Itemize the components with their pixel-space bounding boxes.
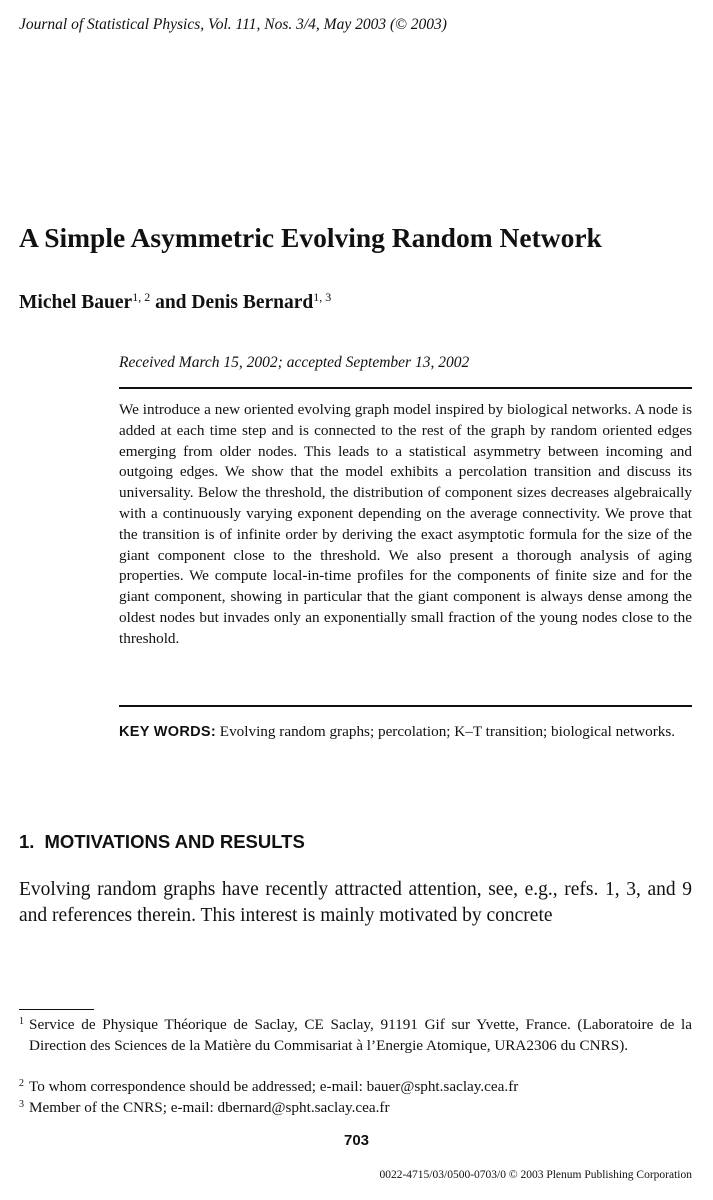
section-title: MOTIVATIONS AND RESULTS: [44, 831, 305, 852]
abstract-top-rule: [119, 387, 692, 389]
copyright-footer: 0022-4715/03/0500-0703/0 © 2003 Plenum Publishing Corporation: [379, 1169, 692, 1181]
author-line: [19, 292, 331, 314]
keywords: [119, 721, 692, 743]
footnote-2: [19, 1077, 692, 1098]
keywords-text: Evolving random graphs; percolation; K–T transition; biological networks.: [219, 723, 676, 740]
affiliation-marks: 1, 3: [313, 290, 332, 304]
footnote-mark: 2: [19, 1078, 24, 1089]
footnote-text: To whom correspondence should be addressed; e-mail: bauer@spht.saclay.cea.fr: [29, 1078, 519, 1095]
author-name: Denis Bernard: [191, 292, 314, 313]
body-paragraph: Evolving random graphs have recently attracted attention, see, e.g., refs. 1, 3, and 9 and references therein. This interest is mainly motivated by concrete: [19, 879, 692, 926]
abstract-bottom-rule: [119, 705, 692, 707]
page-number: 703: [343, 1132, 370, 1149]
abstract: We introduce a new oriented evolving graph model inspired by biological networks. A node is added at each time step and is connected to the rest of the graph by random oriented edges emerging from older nodes. This leads to a statistical asymmetry between incoming and outgoing edges. We show that the model exhibits a percolation transition and discuss its universality. Below the threshold, the distribution of component sizes decreases algebraically with a continuously varying exponent depending on the average connectivity. We prove that the transition is of infinite order by deriving the exact asymptotic formula for the size of the giant component close to the threshold. We also present a thorough analysis of aging properties. We compute local-in-time profiles for the components of finite size and for the giant component, showing in particular that the giant component is always dense among the oldest nodes but invades only an exponentially small fraction of the young nodes close to the threshold.: [119, 401, 692, 647]
footnote-1: [19, 1015, 692, 1057]
affiliation-marks: 1, 2: [132, 290, 151, 304]
section-number: 1.: [19, 831, 35, 852]
journal-header: Journal of Statistical Physics, Vol. 111, Nos. 3/4, May 2003 (© 2003): [19, 16, 447, 33]
received-dates: Received March 15, 2002; accepted September 13, 2002: [119, 354, 470, 371]
footnote-mark: 3: [19, 1099, 24, 1110]
author-name: Michel Bauer: [19, 292, 133, 313]
footnote-3: [19, 1098, 692, 1119]
footnote-mark: 1: [19, 1016, 24, 1027]
section-heading: [19, 831, 305, 853]
footnote-text: Service de Physique Théorique de Saclay, CE Saclay, 91191 Gif sur Yvette, France. (Laboratoire de la Direction des Sciences de la Matière du Commisariat à l’Energie Atomique, URA2306 du CNRS).: [29, 1016, 692, 1054]
author-connector: and: [155, 292, 187, 313]
keywords-label: KEY WORDS:: [119, 724, 216, 740]
paper-title: A Simple Asymmetric Evolving Random Network: [19, 222, 602, 253]
footnote-rule: [19, 1009, 94, 1010]
footnote-text: Member of the CNRS; e-mail: dbernard@spht.saclay.cea.fr: [29, 1099, 390, 1116]
